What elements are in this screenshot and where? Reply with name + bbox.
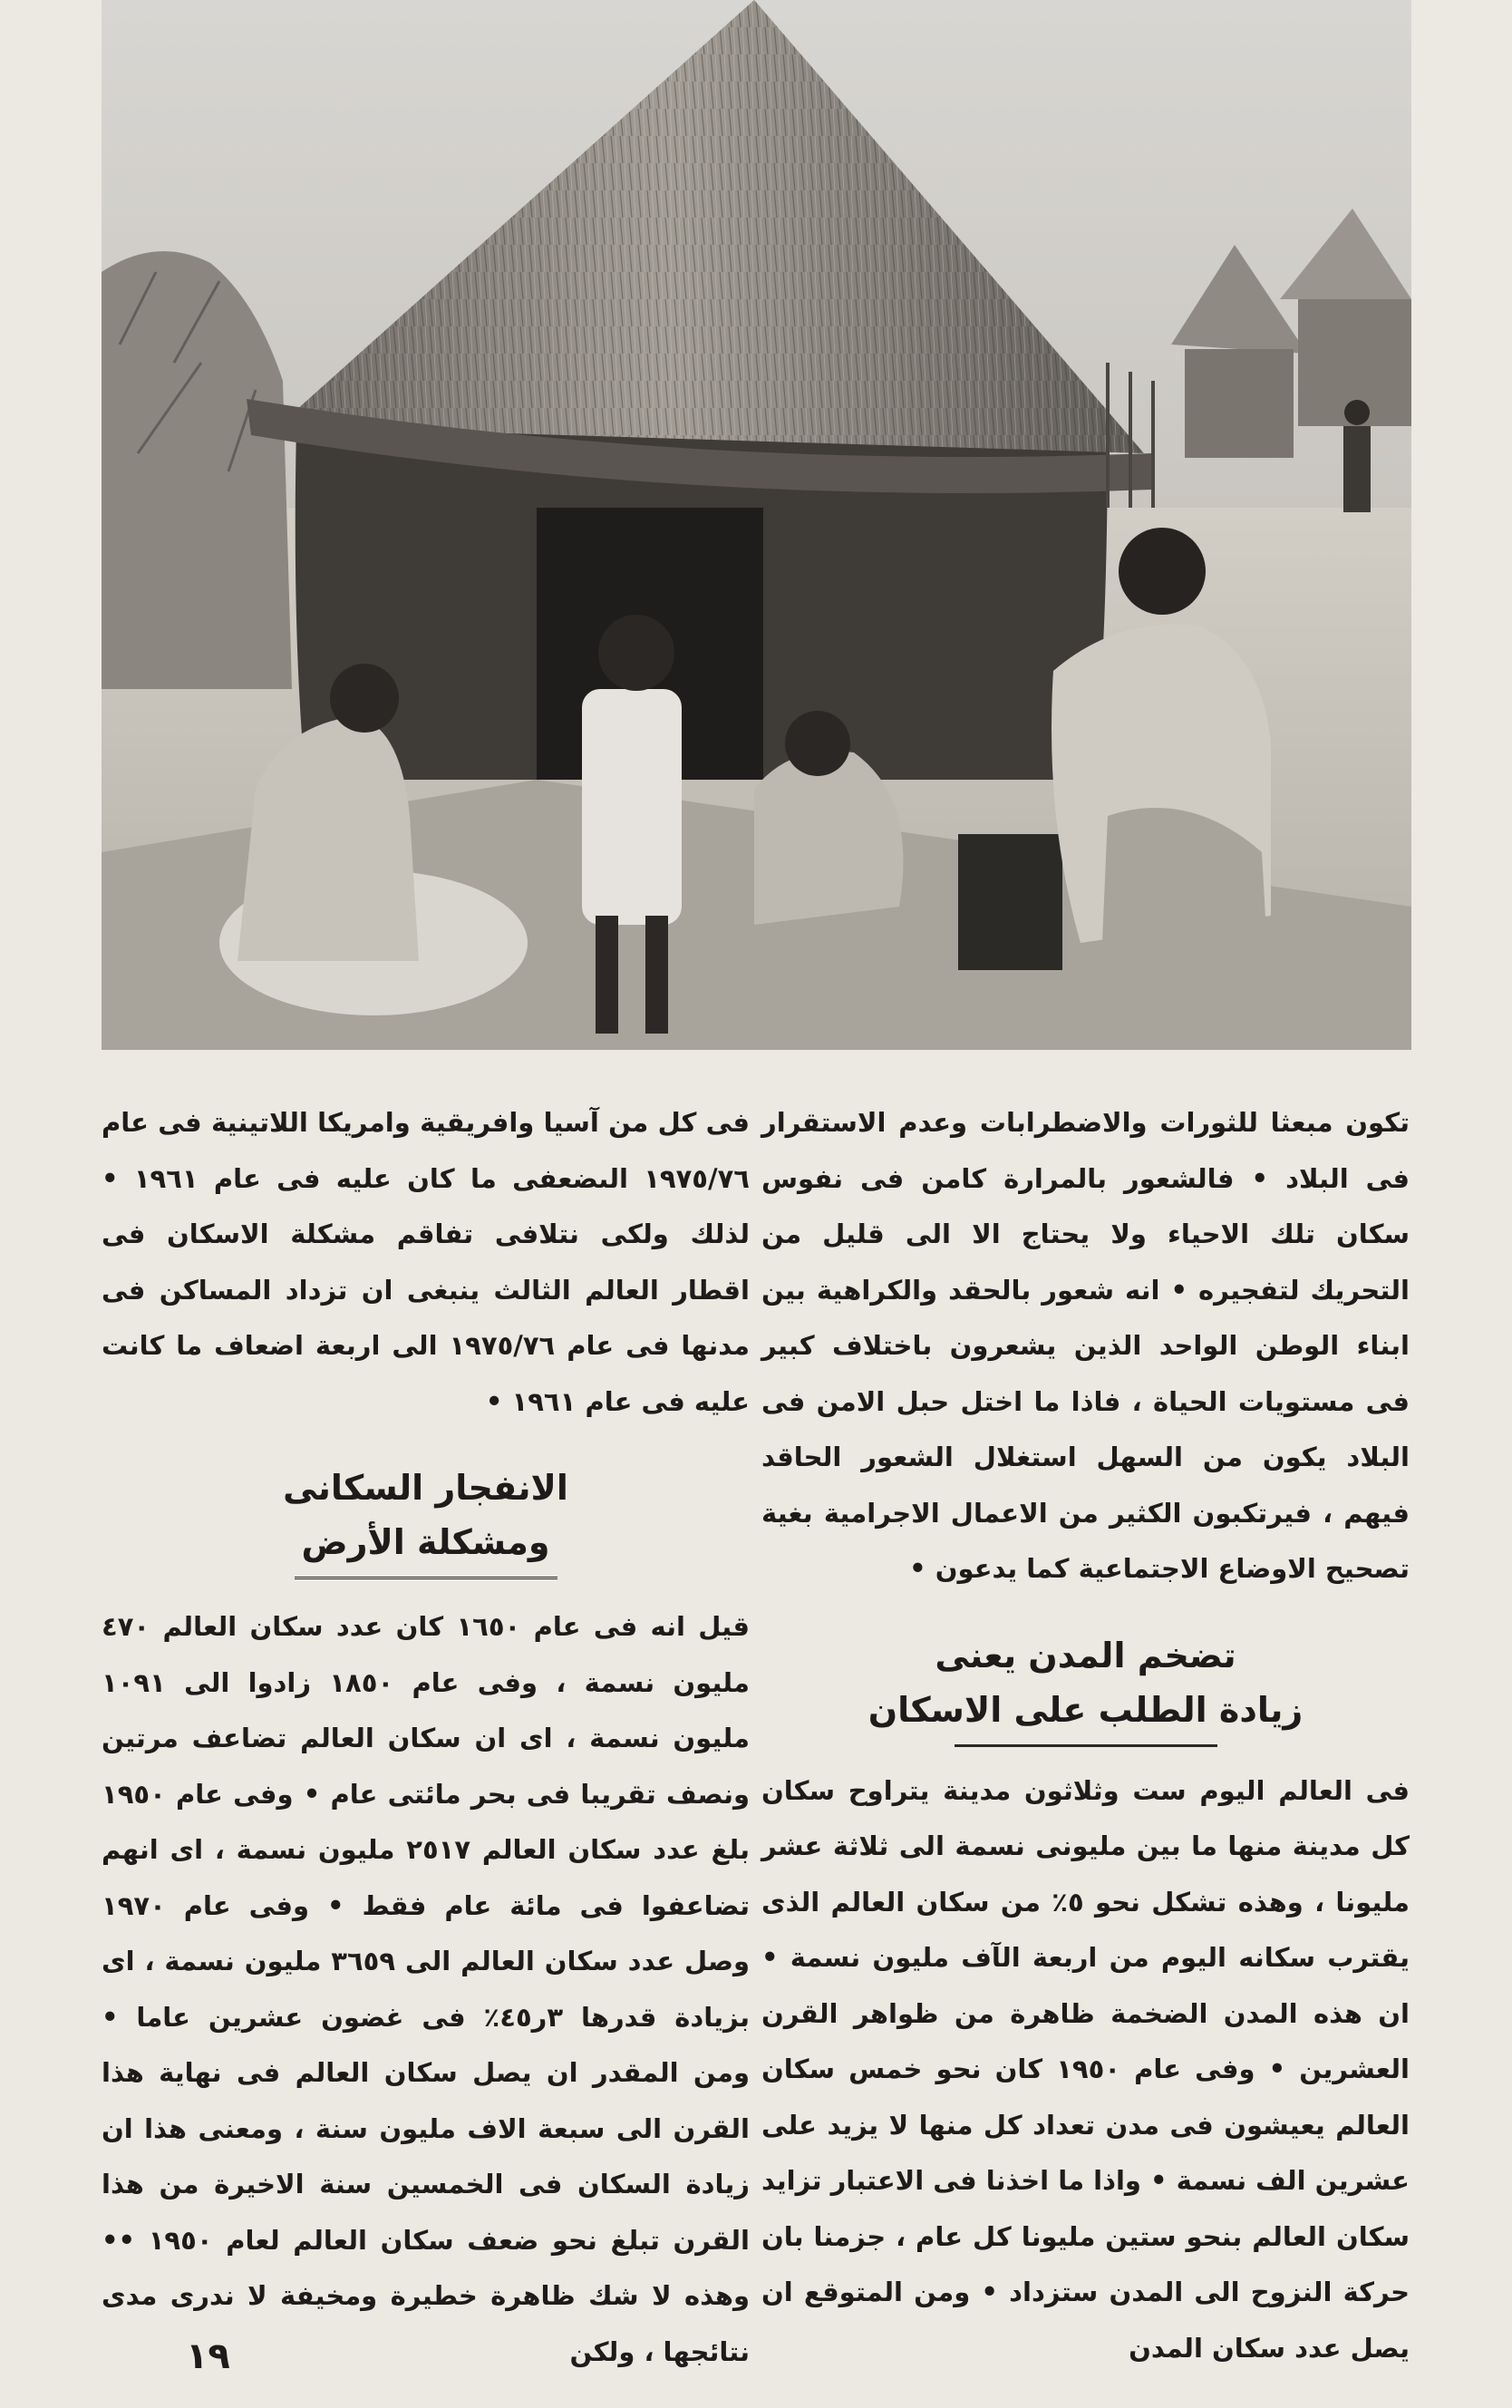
right-intro-paragraph: تكون مبعثا للثورات والاضطرابات وعدم الاستقرار فى البلاد • فالشعور بالمرارة كامن فى نفوس سكان تلك الاحياء ولا يحتاج الا الى قليل من التحريك لتفجيره • انه شعور بالحقد والكراهية بين ابناء الوطن الواحد الذين يشعرون باختلاف كبير فى مستويات الحياة ، فاذا ما اختل حبل الامن فى البلاد يكون من السهل استغلال الشعور الحاقد فيهم ، فيرتكبون الكثير من الاعمال الاجرامية بغية تصحيح الاوضاع الاجتماعية كما يدعون • <box>761 1107 1410 1584</box>
right-heading-underline <box>955 1744 1217 1747</box>
left-heading-underline <box>295 1577 557 1583</box>
hut-photograph <box>102 0 1411 1050</box>
photo-thatched-hut-icon <box>102 0 1411 1050</box>
right-heading-line2: زيادة الطلب على الاسكان <box>867 1689 1304 1730</box>
right-heading-line1: تضخم المدن يعنى <box>935 1635 1236 1675</box>
right-column <box>761 1095 1410 2364</box>
left-intro-paragraph: فى كل من آسيا وافريقية وامريكا اللاتينية فى عام ١٩٧٥/٧٦ الىضعفى ما كان عليه فى عام ١٩٦١ • لذلك ولكى نتلافى تفاقم مشكلة الاسكان فى اقطار العالم الثالث ينبغى ان تزداد المساكن فى مدنها فى عام ١٩٧٥/٧٦ الى اربعة اضعاف ما كانت عليه فى عام ١٩٦١ • <box>102 1107 751 1417</box>
left-heading-line1: الانفجار السكانى <box>283 1468 568 1508</box>
left-body-paragraph: قيل انه فى عام ١٦٥٠ كان عدد سكان العالم ٤٧٠ مليون نسمة ، وفى عام ١٨٥٠ زادوا الى ١٠٩١ مليون نسمة ، اى ان سكان العالم تضاعف مرتين ونصف تقريبا فى بحر مائتى عام • وفى عام ١٩٥٠ بلغ عدد سكان العالم ٢٥١٧ مليون نسمة ، اى انهم تضاعفوا فى مائة عام فقط • وفى عام ١٩٧٠ وصل عدد سكان العالم الى ٣٦٥٩ مليون نسمة ، اى بزيادة قدرها ٣ر٤٥٪ فى غضون عشرين عاما • ومن المقدر ان يصل سكان العالم فى نهاية هذا القرن الى سبعة الاف مليون سنة ، ومعنى هذا ان زيادة السكان فى الخمسين سنة الاخيرة من هذا القرن تبلغ نحو ضعف سكان العالم لعام ١٩٥٠ •• وهذه لا شك ظاهرة خطيرة ومخيفة لا ندرى مدى نتائجها ، ولكن <box>102 1611 751 2367</box>
left-heading-line2: ومشكلة الأرض <box>301 1522 550 1562</box>
left-column <box>102 1095 751 2367</box>
right-body-paragraph: فى العالم اليوم ست وثلاثون مدينة يتراوح سكان كل مدينة منها ما بين مليونى نسمة الى ثلاثة عشر مليونا ، وهذه تشكل نحو ٥٪ من سكان العالم الذى يقترب سكانه اليوم من اربعة الآف مليون نسمة • ان هذه المدن الضخمة ظاهرة من ظواهر القرن العشرين • وفى عام ١٩٥٠ كان نحو خمس سكان العالم يعيشون فى مدن تعداد كل منها لا يزيد على عشرين الف نسمة • واذا ما اخذنا فى الاعتبار تزايد سكان العالم بنحو ستين مليونا كل عام ، جزمنا بان حركة النزوح الى المدن ستزداد • ومن المتوقع ان يصل عدد سكان المدن <box>761 1774 1410 2364</box>
right-section-heading <box>761 1628 1410 1747</box>
left-section-heading <box>102 1461 750 1583</box>
page-number: ١٩ <box>186 2335 230 2377</box>
